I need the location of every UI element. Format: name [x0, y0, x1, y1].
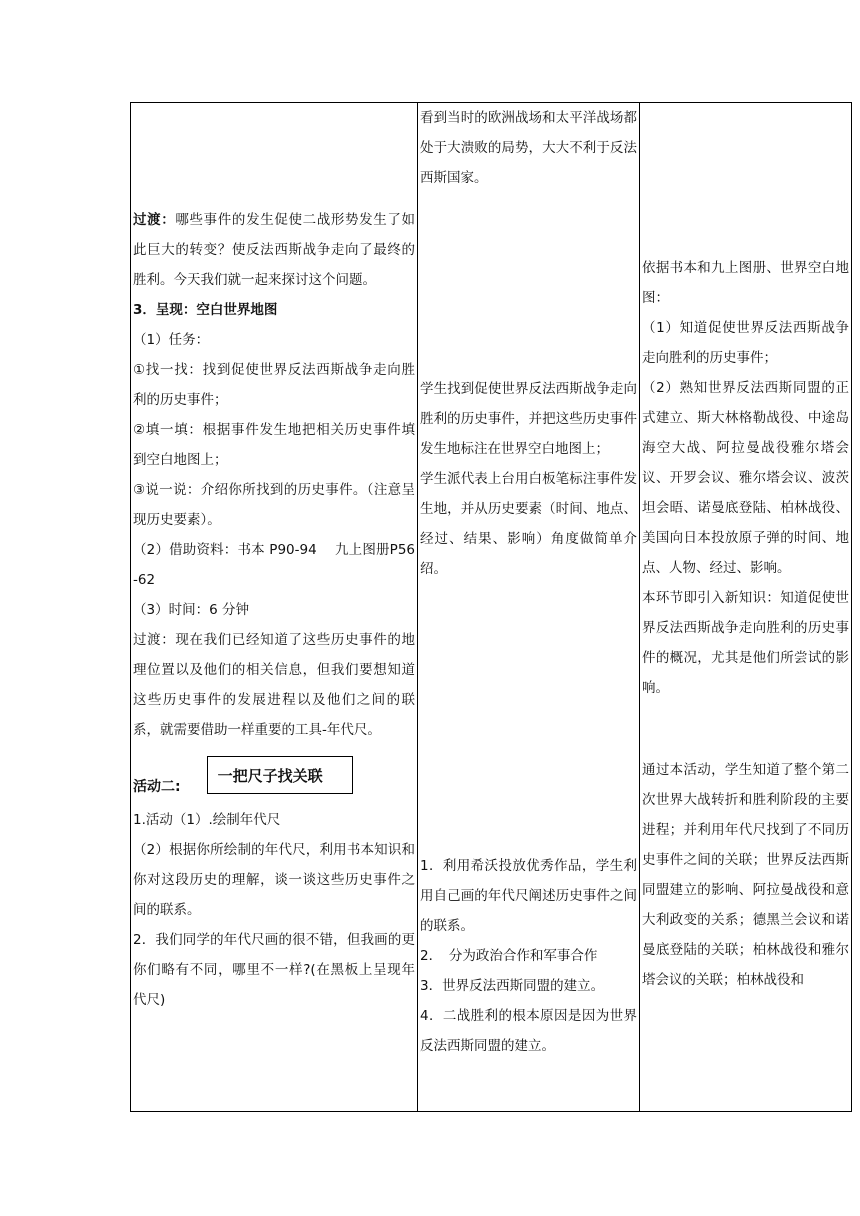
task-line: ③说一说：介绍你所找到的历史事件。（注意呈现历史要素）。	[133, 482, 415, 528]
activity-line: 2．我们同学的年代尺画的很不错，但我画的更你们略有不同，哪里不一样?(在黑板上呈现年代尺)	[133, 932, 415, 1008]
activity2-label: 活动二:	[133, 779, 181, 795]
student-text: 看到当时的欧洲战场和太平洋战场都处于大溃败的局势，大大不利于反法西斯国家。	[420, 110, 637, 186]
student-text: 1．利用希沃投放优秀作品，学生利用自己画的年代尺阐述历史事件之间的联系。	[420, 858, 637, 934]
lesson-plan-table	[130, 102, 852, 1112]
transition-paragraph-2: 过渡：现在我们已经知道了这些历史事件的地理位置以及他们的相关信息，但我们要想知道这些历史事件的发展进程以及他们之间的联系，就需要借助一样重要的工具-年代尺。	[133, 632, 415, 738]
task-line: ①找一找：找到促使世界反法西斯战争走向胜利的历史事件；	[133, 362, 415, 408]
activity2-title-box: 一把尺子找关联	[207, 756, 353, 794]
transition-paragraph	[133, 205, 415, 295]
activity-line: （2）根据你所绘制的年代尺，利用书本知识和你对这段历史的理解，谈一谈这些历史事件之间的联系。	[133, 842, 415, 918]
student-text: 3．世界反法西斯同盟的建立。	[420, 978, 605, 994]
student-text: 4．二战胜利的根本原因是因为世界反法西斯同盟的建立。	[420, 1008, 637, 1054]
task-line: （3）时间：6 分钟	[133, 602, 249, 618]
intent-text: （1）知道促使世界反法西斯战争走向胜利的历史事件；	[642, 320, 849, 366]
student-text: 学生找到促使世界反法西斯战争走向胜利的历史事件，并把这些历史事件发生地标注在世界空白地图上；	[420, 381, 637, 457]
table-row	[131, 103, 852, 1112]
student-text: 学生派代表上台用白板笔标注事件发生地，并从历史要素（时间、地点、经过、结果、影响）角度做简单介绍。	[420, 471, 637, 577]
teacher-activity-cell	[131, 103, 418, 1112]
activity-line: 1.活动（1）.绘制年代尺	[133, 812, 281, 828]
activity2-header	[133, 755, 415, 805]
student-text: 2． 分为政治合作和军事合作	[420, 948, 598, 964]
transition-label: 过渡：	[133, 212, 176, 228]
transition-text: 哪些事件的发生促使二战形势发生了如此巨大的转变？使反法西斯战争走向了最终的胜利。今天我们就一起来探讨这个问题。	[133, 212, 416, 288]
task-line: （1）任务：	[133, 332, 210, 348]
intent-text: （2）熟知世界反法西斯同盟的正式建立、斯大林格勒战役、中途岛海空大战、阿拉曼战役雅尔塔会议、开罗会议、雅尔塔会议、波茨坦会晤、诺曼底登陆、柏林战役、美国向日本投放原子弹的时间、地点、人物、经过、影响。	[642, 380, 849, 576]
intent-text: 通过本活动，学生知道了整个第二次世界大战转折和胜利阶段的主要进程；并利用年代尺找到了不同历史事件之间的关联；世界反法西斯同盟建立的影响、阿拉曼战役和意大利政变的关系；德黑兰会议和诺曼底登陆的关联；柏林战役和雅尔塔会议的关联；柏林战役和	[642, 762, 849, 988]
intent-text: 依据书本和九上图册、世界空白地图：	[642, 260, 849, 306]
section-heading: 3．呈现：空白世界地图	[133, 302, 278, 318]
student-activity-cell	[418, 103, 640, 1112]
task-line: （2）借助资料：书本 P90-94 九上图册P56-62	[133, 542, 415, 588]
task-line: ②填一填：根据事件发生地把相关历史事件填到空白地图上；	[133, 422, 415, 468]
intent-text: 本环节即引入新知识：知道促使世界反法西斯战争走向胜利的历史事件的概况，尤其是他们所尝试的影响。	[642, 590, 849, 696]
design-intent-cell	[640, 103, 852, 1112]
